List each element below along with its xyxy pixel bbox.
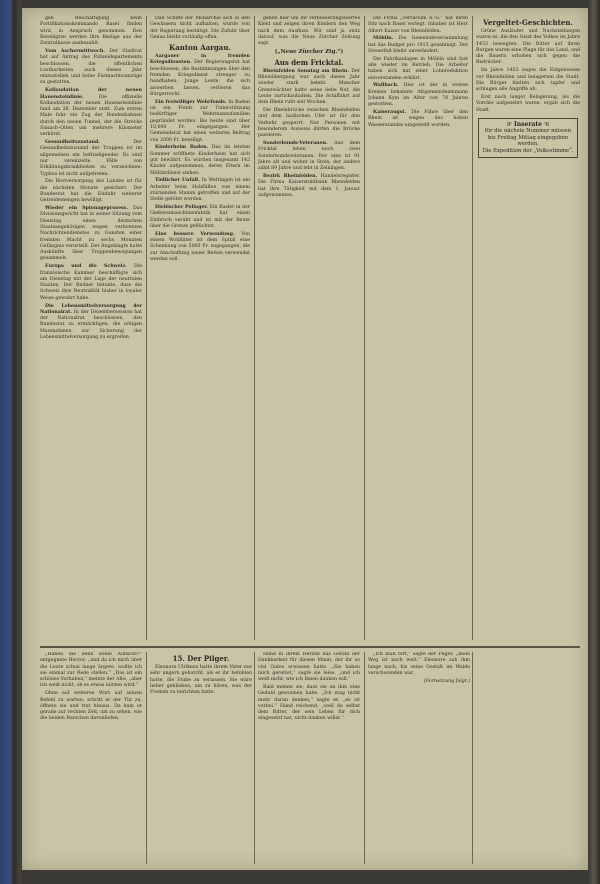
column-rule bbox=[472, 16, 473, 640]
column-rule bbox=[146, 652, 147, 864]
notice-title: ☞ Inserate ☜ bbox=[506, 120, 550, 128]
article-paragraph bbox=[368, 652, 470, 677]
newspaper-page bbox=[22, 8, 588, 870]
article-text: In Wettingen ist ein Arbeiter beim Holzfällen von einem stürzenden Stamm getroffen und auf der Stelle getötet worden. bbox=[150, 178, 250, 203]
feuilleton-column-1 bbox=[40, 652, 142, 864]
article-paragraph bbox=[40, 206, 142, 263]
article-lead: Gesundheitszustand. bbox=[45, 140, 100, 146]
article-text: Die Firma „Terrarium A.-G.“ hat ihren Sitz nach Basel verlegt. Inhaber ist Herr Albert Kaiser von Rheinfelden. bbox=[368, 16, 468, 34]
article-paragraph bbox=[150, 205, 250, 230]
feuilleton-column-2 bbox=[150, 652, 252, 864]
column-3 bbox=[258, 16, 360, 640]
article-text: Der Regierungsrat hat beschlossen, die Bestimmungen über den fremden Kriegsdienst strenger zu handhaben. Junge Leute, die sich anwerben lassen, verlieren das Bürgerrecht. bbox=[150, 60, 250, 97]
article-lead: Aargauer in fremden Kriegsdiensten. bbox=[150, 54, 250, 66]
article-paragraph bbox=[368, 36, 468, 55]
feuilleton-column-4 bbox=[368, 652, 470, 864]
section-heading: 15. Der Pilger. bbox=[172, 654, 230, 663]
article-text: Hand in ihrem Herzen das Gefühl der Dankbarkeit für diesen Mann, der ihr so viel Gutes erwiesen hatte. „Sie haben mich gerettet,“ sagte sie leise, „und ich weiß nicht, wie ich Ihnen danken soll.“ bbox=[258, 652, 360, 683]
article-paragraph bbox=[40, 264, 142, 302]
article-paragraph bbox=[150, 100, 250, 144]
article-lead: Eine bessere Verwendung. bbox=[155, 231, 235, 237]
article-paragraph bbox=[368, 110, 468, 129]
article-paragraph bbox=[258, 652, 360, 683]
section-heading: Aus dem Fricktal. bbox=[274, 57, 344, 67]
article-paragraph bbox=[40, 691, 142, 722]
article-paragraph bbox=[40, 179, 142, 204]
continuation-note: (Fortsetzung folgt.) bbox=[423, 678, 470, 684]
article-text: Die offizielle Kollaudation der neuen Hauensteinlinie fand am 28. Dezember statt. Zum ersten Male fuhr ein Zug der Bundesbahnen durch den neuen Tunnel, der die Strecke Sissach–Olten um mehrere Kilometer verkürzt. bbox=[40, 94, 142, 138]
article-lead: Wieder ein Spionageprozess. bbox=[45, 206, 128, 212]
article-text: Von einem Wohltäter ist dem Spital eine Schenkung von 5000 Fr. zugegangen, die zur Anschaffung neuer Betten verwendet werden soll. bbox=[150, 231, 250, 262]
article-lead: Ein freiwilliger Wehrfonds. bbox=[155, 99, 227, 105]
article-lead: Vom Aschermittwoch. bbox=[45, 48, 105, 54]
article-lead: Die Lebensmittelversorgung der Nationalrat. bbox=[40, 303, 142, 315]
article-lead: Tödlicher Unfall. bbox=[155, 178, 200, 184]
article-text: Bald meinte sie, dass sie an ihm eine Geduld gewonnen habe. „Ich mag nicht mehr daran denken,“ sagte er, „es ist vorbei.“ Hand reichend, „weil du selbst dem Ritter, der sein Leben für dich eingesetzt hat, nicht danken willst.“ bbox=[258, 684, 360, 722]
feuilleton-rule bbox=[40, 646, 580, 648]
notice-text: für die nächste Nummer müssen bis Freitag Mittag eingegeben werden. bbox=[484, 128, 572, 148]
article-text: Ohne auf weiteres Wort auf seinen Befehl zu warten, schritt er der Tür zu, öffnete sie und trat hinaus. Da kam er gerade zur rechten Zeit, um zu sehen, wie die beiden Burschen davonliefen. bbox=[40, 691, 142, 722]
column-rule bbox=[364, 16, 365, 640]
article-text: In Baden ist ein Fonds zur Unterstützung bedürftiger Wehrmannsfamilien gegründet worden. Bis heute sind über 10,000 Fr. eingegangen. Der Gemeinderat hat einen weiteren Beitrag von 2000 Fr. bewilligt. bbox=[150, 99, 250, 143]
article-columns bbox=[40, 16, 580, 640]
article-paragraph bbox=[150, 178, 250, 203]
article-lead: Europa und die Schweiz. bbox=[45, 264, 127, 270]
notice-box bbox=[478, 118, 578, 159]
column-rule bbox=[364, 652, 365, 864]
feuilleton-column-5 bbox=[476, 652, 578, 864]
article-lead: Rheinfelden Sonntag am Rhein. bbox=[263, 68, 349, 74]
article-lead: Bezirk Rheinfelden. bbox=[263, 174, 318, 180]
article-text: Ein Basler in der Gießereimaschinenfabrik hat einen Einbruch verübt und ist mit der Beute über die Grenze geflüchtet. bbox=[150, 205, 250, 229]
article-text: Der Rheinübergang war auch dieses Jahr wieder stark belebt. Mancher Grenzwächter hatte seine liebe Not, die Leute zurückzuhalten. Die Schiffahrt auf dem Rhein ruht seit Wochen. bbox=[258, 68, 360, 106]
article-text: Die Fähre über den Rhein ist wegen des hohen Wasserstandes eingestellt worden. bbox=[368, 110, 468, 128]
article-text: Aus dem Fricktal leben noch zwei Sonderbundsveteranen. Der eine ist 91 Jahre alt und wohnt in Stein, der andere zählt 89 Jahre und lebt in Zeiningen. bbox=[258, 141, 360, 172]
article-paragraph bbox=[150, 54, 250, 98]
article-paragraph bbox=[368, 83, 468, 108]
column-5 bbox=[476, 16, 580, 640]
article-text: gehen hier um ihr verbesserungswertes Kleid und zeigen ihren Kindern den Weg nach dem Ausfluss. Wir sind ja stolz darauf, was die Neue Zürcher Zeitung sagt. bbox=[258, 16, 360, 47]
column-4 bbox=[368, 16, 468, 640]
article-paragraph bbox=[258, 685, 360, 723]
article-lead: Wallbach. bbox=[373, 83, 399, 89]
article-text: „Haben die denn keine Aufsicht?“ entgegnete Hector, „und da ich mich über die Leute schon lange ärgere, wollte ich sie einmal zur Rede stellen.“ „Das ist ein schönes Vorhaben,“ meinte der Alte, „aber ich weiß nicht, ob es etwas nützen wird.“ bbox=[40, 652, 142, 689]
article-text: Das Divisionsgericht hat in seiner Sitzung vom Dienstag einen deutschen Staatsangehörigen wegen verbotenen Nachrichtendienstes zu Gunsten einer fremden Macht zu sechs Monaten Gefängnis verurteilt. Der Angeklagte hatte Auskünfte über Truppenbewegungen gesammelt. bbox=[40, 206, 142, 262]
article-lead: Kaiseraugst. bbox=[373, 110, 407, 116]
article-lead: Diebischer Pollager. bbox=[155, 205, 209, 211]
feuilleton-section bbox=[40, 652, 580, 864]
article-paragraph bbox=[476, 68, 580, 93]
article-paragraph bbox=[150, 232, 250, 263]
article-text: Erst nach langer Belagerung, als die Vorräte aufgezehrt waren, ergab sich die Stadt. bbox=[476, 94, 580, 113]
article-text: Die Brotversorgung des Landes ist für die nächsten Monate gesichert. Der Bundesrat hat die Einfuhr weiterer Getreidemengen bewilligt. bbox=[40, 179, 142, 204]
article-paragraph bbox=[150, 145, 250, 176]
article-paragraph bbox=[40, 652, 142, 690]
book-edge bbox=[588, 0, 600, 884]
article-text: Eleonore Ulrikens hatte ihrem Vater nur sehr ungern gehorcht, als er ihr befohlen hatte, die Stube zu verlassen. Sie wäre lieber geblieben, um zu hören, was der Fremde zu berichten hatte. bbox=[150, 665, 252, 696]
article-paragraph bbox=[258, 174, 360, 199]
article-paragraph bbox=[258, 16, 360, 47]
article-paragraph bbox=[258, 108, 360, 139]
article-paragraph bbox=[476, 29, 580, 67]
article-lead: Sonderbunds-Veteranen. bbox=[263, 141, 328, 147]
article-lead: Kinderheim Baden. bbox=[155, 145, 209, 151]
article-text: Die Fabrikanlagen in Möhlin sind fast alle wieder im Betrieb. Die Arbeiter haben sich mit einer Lohnreduktion einverstanden erklärt. bbox=[368, 56, 468, 81]
article-text: Handelsregister. Die Firma Kaiserstuhlbank Rheinfelden hat ihre Tätigkeit mit dem 1. Januar aufgenommen. bbox=[258, 174, 360, 198]
source-credit: („Neue Zürcher Ztg.“) bbox=[274, 49, 344, 56]
column-rule bbox=[472, 652, 473, 864]
column-rule bbox=[146, 16, 147, 640]
article-paragraph bbox=[368, 16, 468, 35]
section-heading: Kanton Aargau. bbox=[169, 43, 231, 53]
article-text: In der Dezembersession hat der Nationalrat beschlossen, den Bundesrat zu ermächtigen, die nötigen Massnahmen zur Sicherung der Lebensmittelversorgung zu ergreifen. bbox=[40, 309, 142, 341]
column-rule bbox=[254, 16, 255, 640]
article-text: „Ich muß fort,“ sagte der Pilger, „mein Weg ist noch weit.“ Eleonore sah ihm lange nach, bis seine Gestalt im Walde verschwunden war. bbox=[368, 652, 470, 676]
article-lead: Kollaudation der neuen Hauensteinlinie. bbox=[40, 88, 142, 100]
article-text: Das im letzten Sommer eröffnete Kinderheim hat sich gut bewährt. Es wurden insgesamt 142 Kinder aufgenommen, deren Eltern im Militärdienst stehen. bbox=[150, 145, 250, 176]
column-1 bbox=[40, 16, 142, 640]
article-text: Im Jahre 1453 zogen die Eidgenossen vor Rheinfelden und belagerten die Stadt. Die Bürger hielten sich tapfer und schlugen alle Angriffe ab. bbox=[476, 68, 580, 93]
article-paragraph bbox=[150, 665, 252, 696]
article-text: gen Beschäftigung beim Fortifikationskommando Basel finden wird, in Anspruch genommen. Den Beteiligten werden ihre Bezüge aus der Zentralkasse ausbezahlt. bbox=[40, 16, 142, 47]
article-text: Die Gemeindeversammlung hat das Budget pro 1915 genehmigt. Der Steuerfuß bleibt unverändert. bbox=[368, 36, 468, 54]
article-paragraph bbox=[258, 141, 360, 172]
article-paragraph bbox=[150, 16, 250, 41]
article-paragraph bbox=[258, 69, 360, 107]
feuilleton-column-3 bbox=[258, 652, 360, 864]
article-text: Der Gesundheitszustand der Truppen ist im allgemeinen ein befriedigender. Es sind nur vereinzelte Fälle von Erkältungskrankheiten zu verzeichnen; Typhus ist nicht aufgetreten. bbox=[40, 140, 142, 177]
notice-signature: Die Expedition der „Volksstimme“. bbox=[482, 147, 574, 154]
article-text: Der Stadtrat hat auf Antrag des Polizeidepartements beschlossen, die öffentlichen Lustbarkeiten auch dieses Jahr einzustellen und keine Fastnachtsumzüge zu gestatten. bbox=[40, 48, 142, 86]
article-paragraph bbox=[476, 95, 580, 114]
column-2 bbox=[150, 16, 250, 640]
article-paragraph bbox=[40, 16, 142, 47]
article-text: Grüne Ausläufer und Nachstellungen waren es, die den Geist des Volkes im Jahre 1453 bewegten. Die Ritter auf ihren Burgen waren eine Plage für das Land, und die Bauern erhoben sich gegen die Bedrücker. bbox=[476, 29, 580, 66]
article-paragraph bbox=[40, 88, 142, 138]
article-text: Die Rheinbrücke zwischen Rheinfelden und dem badischen Ufer ist für den Verkehr gesperrt. Nur Personen mit besonderem Ausweis dürfen die Brücke passieren. bbox=[258, 108, 360, 139]
column-rule bbox=[254, 652, 255, 864]
article-text: Daß Schiffe der Monarchie sich in den Gewässern nicht aufhalten, wurde von der Regierung bestätigt. Die Zufuhr über Genua bleibt vorläufig offen. bbox=[150, 16, 250, 40]
article-paragraph bbox=[40, 304, 142, 342]
article-text: Hier ist der in weiten Kreisen bekannte Altgemeindeammann Johann Kym im Alter von 78 Jahren gestorben. bbox=[368, 83, 468, 108]
article-paragraph bbox=[368, 57, 468, 82]
section-heading: Vergeltet-Geschichten. bbox=[483, 18, 573, 27]
article-text: Die französische Kammer beschäftigte sich am Dienstag mit der Lage der neutralen Staaten. Der Redner betonte, dass die Schweiz ihre Neutralität bisher in loyaler Weise gewahrt habe. bbox=[40, 264, 142, 301]
article-paragraph bbox=[40, 140, 142, 178]
article-lead: Möhlin. bbox=[373, 36, 394, 42]
article-paragraph bbox=[40, 49, 142, 87]
